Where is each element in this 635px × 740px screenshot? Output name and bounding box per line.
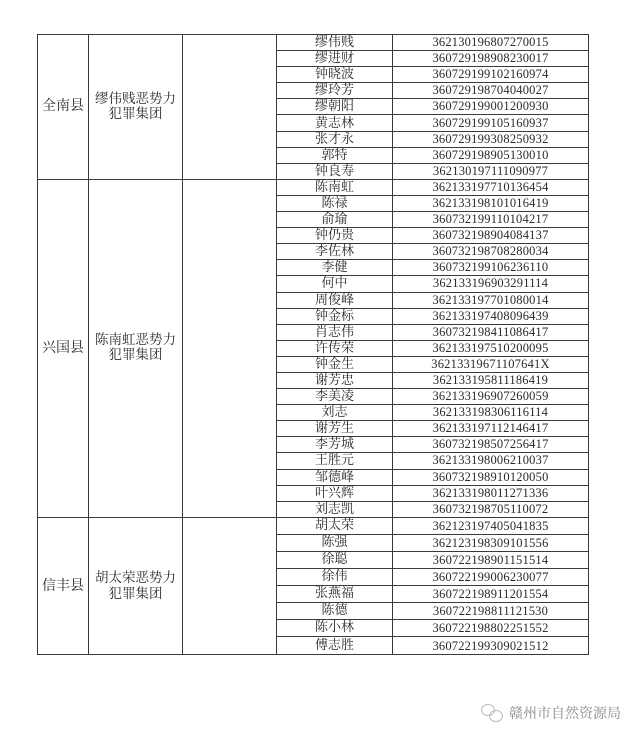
id-number-cell: 362133198306116114 <box>393 405 589 421</box>
id-number-cell: 360729199308250932 <box>393 131 589 147</box>
id-number-cell: 360722199309021512 <box>393 637 589 654</box>
id-number-cell: 360729198908230017 <box>393 51 589 67</box>
member-name-cell: 陈南虹 <box>277 179 393 195</box>
id-number-cell: 362133197510200095 <box>393 340 589 356</box>
id-number-cell: 360732199106236110 <box>393 260 589 276</box>
gang-members-table <box>37 34 589 655</box>
gang-name-cell: 缪伟贱恶势力犯罪集团 <box>89 35 183 180</box>
id-number-cell: 362130196807270015 <box>393 35 589 51</box>
id-number-cell: 362133197710136454 <box>393 179 589 195</box>
id-number-cell: 360729199102160974 <box>393 67 589 83</box>
member-name-cell: 肖志伟 <box>277 324 393 340</box>
group-section <box>38 35 589 180</box>
gang-name-cell: 陈南虹恶势力犯罪集团 <box>89 179 183 517</box>
blank-cell <box>183 179 277 517</box>
member-name-cell: 李健 <box>277 260 393 276</box>
wechat-icon <box>481 704 503 722</box>
id-number-cell: 360722198901151514 <box>393 552 589 569</box>
gang-name-cell: 胡太荣恶势力犯罪集团 <box>89 517 183 654</box>
member-name-cell: 王胜元 <box>277 453 393 469</box>
member-name-cell: 叶兴辉 <box>277 485 393 501</box>
member-name-cell: 陈德 <box>277 603 393 620</box>
id-number-cell: 360722198911201554 <box>393 586 589 603</box>
member-name-cell: 谢芳生 <box>277 421 393 437</box>
table-row <box>38 35 589 51</box>
member-name-cell: 谢芳忠 <box>277 372 393 388</box>
member-name-cell: 李芳城 <box>277 437 393 453</box>
id-number-cell: 360722198802251552 <box>393 620 589 637</box>
member-name-cell: 缪进财 <box>277 51 393 67</box>
id-number-cell: 360729199105160937 <box>393 115 589 131</box>
member-name-cell: 缪伟贱 <box>277 35 393 51</box>
id-number-cell: 362133198101016419 <box>393 195 589 211</box>
member-name-cell: 刘志 <box>277 405 393 421</box>
member-name-cell: 张才永 <box>277 131 393 147</box>
member-name-cell: 钟晓波 <box>277 67 393 83</box>
id-number-cell: 362130197111090977 <box>393 163 589 179</box>
id-number-cell: 360732198705110072 <box>393 501 589 517</box>
county-cell: 全南县 <box>38 35 89 180</box>
member-name-cell: 郭特 <box>277 147 393 163</box>
blank-cell <box>183 517 277 654</box>
id-number-cell: 360729199001200930 <box>393 99 589 115</box>
member-name-cell: 张燕福 <box>277 586 393 603</box>
member-name-cell: 徐伟 <box>277 569 393 586</box>
id-number-cell: 360722198811121530 <box>393 603 589 620</box>
table-row <box>38 517 589 534</box>
id-number-cell: 362133197112146417 <box>393 421 589 437</box>
member-name-cell: 周俊峰 <box>277 292 393 308</box>
id-number-cell: 362133197701080014 <box>393 292 589 308</box>
member-name-cell: 李美凌 <box>277 389 393 405</box>
id-number-cell: 360732198904084137 <box>393 228 589 244</box>
id-number-cell: 362133197408096439 <box>393 308 589 324</box>
id-number-cell: 360732198507256417 <box>393 437 589 453</box>
member-name-cell: 俞瑜 <box>277 212 393 228</box>
watermark-text: 赣州市自然资源局 <box>509 706 621 722</box>
member-name-cell: 傅志胜 <box>277 637 393 654</box>
id-number-cell: 362123197405041835 <box>393 517 589 534</box>
member-name-cell: 陈强 <box>277 534 393 551</box>
member-name-cell: 何中 <box>277 276 393 292</box>
id-number-cell: 360729198704040027 <box>393 83 589 99</box>
group-section <box>38 179 589 517</box>
id-number-cell: 360732199110104217 <box>393 212 589 228</box>
watermark <box>481 703 621 723</box>
member-name-cell: 缪玲芳 <box>277 83 393 99</box>
member-name-cell: 邹德峰 <box>277 469 393 485</box>
id-number-cell: 362133196907260059 <box>393 389 589 405</box>
id-number-cell: 362133198006210037 <box>393 453 589 469</box>
member-name-cell: 缪朝阳 <box>277 99 393 115</box>
id-number-cell: 362123198309101556 <box>393 534 589 551</box>
member-name-cell: 钟金生 <box>277 356 393 372</box>
id-number-cell: 360732198910120050 <box>393 469 589 485</box>
member-name-cell: 陈小林 <box>277 620 393 637</box>
blank-cell <box>183 35 277 180</box>
member-name-cell: 钟金标 <box>277 308 393 324</box>
member-name-cell: 陈禄 <box>277 195 393 211</box>
id-number-cell: 360732198708280034 <box>393 244 589 260</box>
member-name-cell: 钟仍贵 <box>277 228 393 244</box>
member-name-cell: 刘志凯 <box>277 501 393 517</box>
member-name-cell: 黄志林 <box>277 115 393 131</box>
id-number-cell: 360722199006230077 <box>393 569 589 586</box>
member-name-cell: 李佐林 <box>277 244 393 260</box>
table-row <box>38 179 589 195</box>
county-cell: 兴国县 <box>38 179 89 517</box>
group-section <box>38 517 589 654</box>
member-name-cell: 胡太荣 <box>277 517 393 534</box>
id-number-cell: 360729198905130010 <box>393 147 589 163</box>
id-number-cell: 362133198011271336 <box>393 485 589 501</box>
id-number-cell: 362133196903291114 <box>393 276 589 292</box>
member-name-cell: 许传荣 <box>277 340 393 356</box>
id-number-cell: 360732198411086417 <box>393 324 589 340</box>
county-cell: 信丰县 <box>38 517 89 654</box>
member-name-cell: 钟良寿 <box>277 163 393 179</box>
member-name-cell: 徐聪 <box>277 552 393 569</box>
id-number-cell: 362133195811186419 <box>393 372 589 388</box>
id-number-cell: 36213319671107641X <box>393 356 589 372</box>
